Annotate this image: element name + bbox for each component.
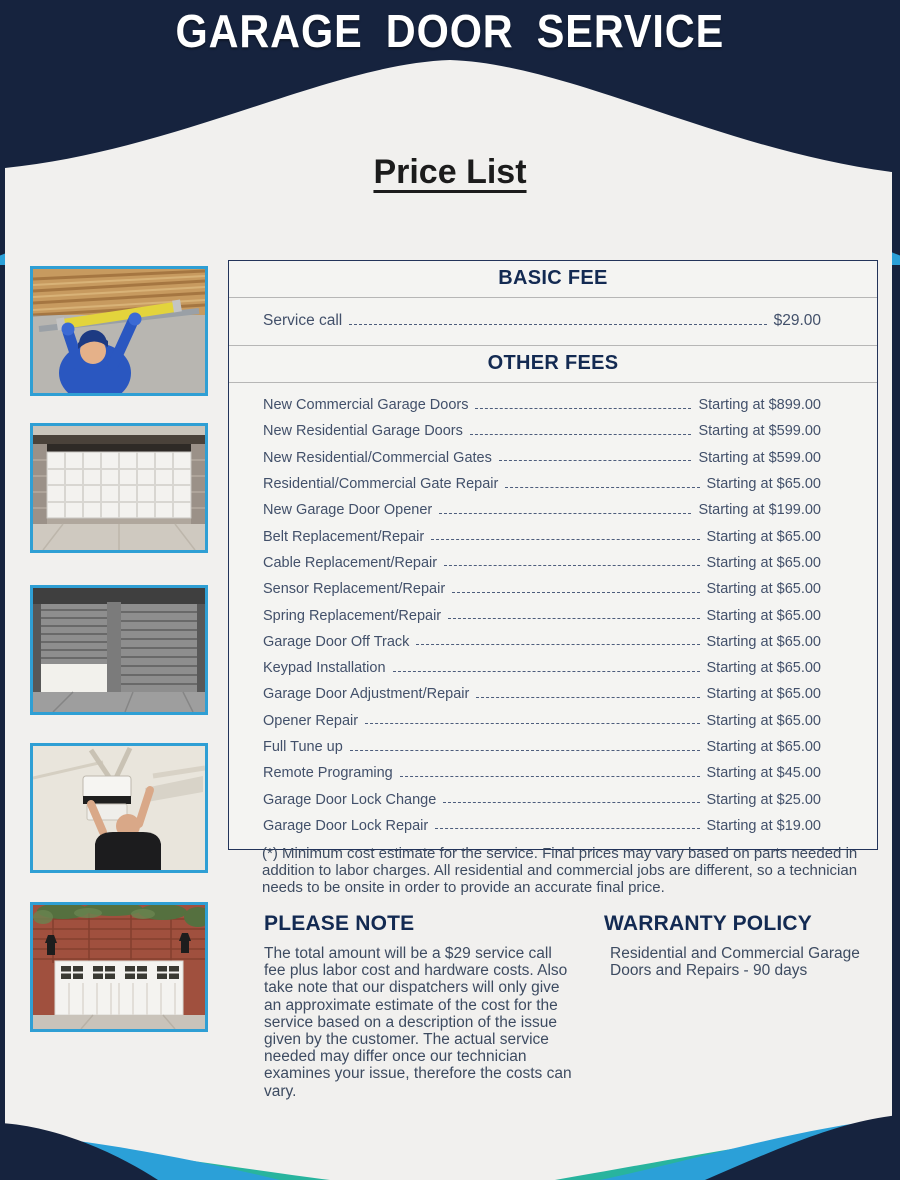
- dash-leader: [505, 487, 699, 488]
- dash-leader: [476, 697, 699, 698]
- dash-leader: [475, 408, 691, 409]
- fee-price: Starting at $65.00: [706, 476, 821, 493]
- fee-row: [263, 550, 821, 576]
- fee-price: Starting at $65.00: [706, 633, 821, 650]
- fee-price: Starting at $65.00: [706, 607, 821, 624]
- fee-label: Remote Programing: [263, 765, 393, 782]
- photo-carriage-door-brick-house: [30, 902, 208, 1032]
- photo-opener-installation: [30, 743, 208, 873]
- fee-row: [263, 734, 821, 760]
- fee-price: Starting at $199.00: [698, 502, 821, 519]
- warranty-policy-heading: WARRANTY POLICY: [604, 912, 812, 935]
- fee-price: Starting at $599.00: [698, 423, 821, 440]
- warranty-policy-body: Residential and Commercial Garage Doors and Repairs - 90 days: [610, 945, 860, 980]
- dash-leader: [393, 671, 700, 672]
- dash-leader: [448, 618, 699, 619]
- fee-row: [263, 629, 821, 655]
- fee-row: [263, 445, 821, 471]
- fee-label: Full Tune up: [263, 739, 343, 755]
- fee-price: Starting at $19.00: [706, 817, 821, 834]
- fee-price: Starting at $65.00: [706, 660, 821, 677]
- fee-label: Garage Door Adjustment/Repair: [263, 686, 470, 703]
- price-table: [228, 260, 878, 850]
- dash-leader: [416, 644, 699, 645]
- fee-price: Starting at $65.00: [706, 712, 821, 729]
- photo-white-sectional-door: [30, 423, 208, 553]
- please-note-heading: PLEASE NOTE: [264, 912, 415, 935]
- fee-label: New Garage Door Opener: [263, 502, 433, 519]
- dash-leader: [349, 324, 766, 325]
- fee-row: [263, 523, 821, 549]
- fee-price: Starting at $65.00: [706, 554, 821, 571]
- fee-label: Cable Replacement/Repair: [263, 554, 438, 571]
- page-title: GARAGE DOOR SERVICE: [175, 5, 725, 57]
- fee-label: Spring Replacement/Repair: [263, 607, 442, 624]
- fee-label: Opener Repair: [263, 712, 359, 729]
- disclaimer-text: (*) Minimum cost estimate for the service. Final prices may vary based on parts needed in addition to labor charges. All residential and commercial jobs are different, so a technician needs to be onsite in order to provide an accurate final price.: [262, 845, 858, 897]
- price-list-heading: Price List: [373, 153, 527, 191]
- other-fees-header: OTHER FEES: [229, 345, 877, 383]
- fee-label: Keypad Installation: [263, 660, 386, 677]
- fee-row: [263, 602, 821, 628]
- fee-label: Garage Door Off Track: [263, 633, 410, 650]
- fee-label: Belt Replacement/Repair: [263, 528, 425, 545]
- photo-4-illustration: [33, 746, 205, 870]
- dash-leader: [365, 723, 699, 724]
- other-fees-list: [229, 383, 877, 849]
- fee-price: Starting at $599.00: [698, 449, 821, 466]
- fee-price: Starting at $65.00: [706, 581, 821, 598]
- fee-price: Starting at $65.00: [706, 528, 821, 545]
- fee-price: Starting at $65.00: [706, 686, 821, 703]
- fee-label: Garage Door Lock Repair: [263, 817, 429, 834]
- basic-fee-header: BASIC FEE: [229, 261, 877, 298]
- fee-price: Starting at $25.00: [706, 791, 821, 808]
- service-call-row: [229, 298, 877, 345]
- fee-row: [263, 655, 821, 681]
- fee-row: [263, 576, 821, 602]
- dash-leader: [435, 828, 699, 829]
- photo-2-illustration: [33, 426, 205, 550]
- fee-label: New Residential/Commercial Gates: [263, 449, 492, 466]
- dash-leader: [350, 750, 700, 751]
- fee-row: [263, 786, 821, 812]
- photo-3-illustration: [33, 588, 205, 712]
- dash-leader: [400, 776, 700, 777]
- dash-leader: [452, 592, 699, 593]
- photo-roller-shutter-doors: [30, 585, 208, 715]
- fee-label: Sensor Replacement/Repair: [263, 581, 446, 598]
- fee-row: [263, 681, 821, 707]
- dash-leader: [431, 539, 699, 540]
- dash-leader: [444, 565, 699, 566]
- fee-price: Starting at $45.00: [706, 765, 821, 782]
- dash-leader: [499, 460, 692, 461]
- please-note-section: [264, 912, 576, 1100]
- fee-price: Starting at $899.00: [698, 397, 821, 414]
- fee-label: New Commercial Garage Doors: [263, 397, 469, 414]
- please-note-body: The total amount will be a $29 service call fee plus labor cost and hardware costs. Also take note that our dispatchers will only give an approximate estimate of the cost for the service based on a description of the issue given by the customer. The actual service needed may differ once our technician examines your issue, therefore the costs can vary.: [264, 945, 572, 1100]
- dash-leader: [439, 513, 691, 514]
- fee-row: [263, 760, 821, 786]
- photo-1-illustration: [33, 269, 205, 393]
- fee-row: [263, 392, 821, 418]
- fee-label: Service call: [263, 312, 343, 329]
- fee-label: Garage Door Lock Change: [263, 791, 437, 808]
- dash-leader: [443, 802, 699, 803]
- fee-price: Starting at $65.00: [706, 739, 821, 755]
- fee-price: $29.00: [773, 312, 821, 329]
- photo-technician-leveling-track: [30, 266, 208, 396]
- fee-label: New Residential Garage Doors: [263, 423, 463, 440]
- fee-label: Residential/Commercial Gate Repair: [263, 476, 499, 493]
- fee-row: [263, 471, 821, 497]
- photo-5-illustration: [33, 905, 205, 1029]
- fee-row: [263, 813, 821, 839]
- warranty-policy-section: [604, 912, 880, 979]
- fee-row: [263, 418, 821, 444]
- fee-row: [263, 497, 821, 523]
- dash-leader: [470, 434, 692, 435]
- fee-row: [263, 708, 821, 734]
